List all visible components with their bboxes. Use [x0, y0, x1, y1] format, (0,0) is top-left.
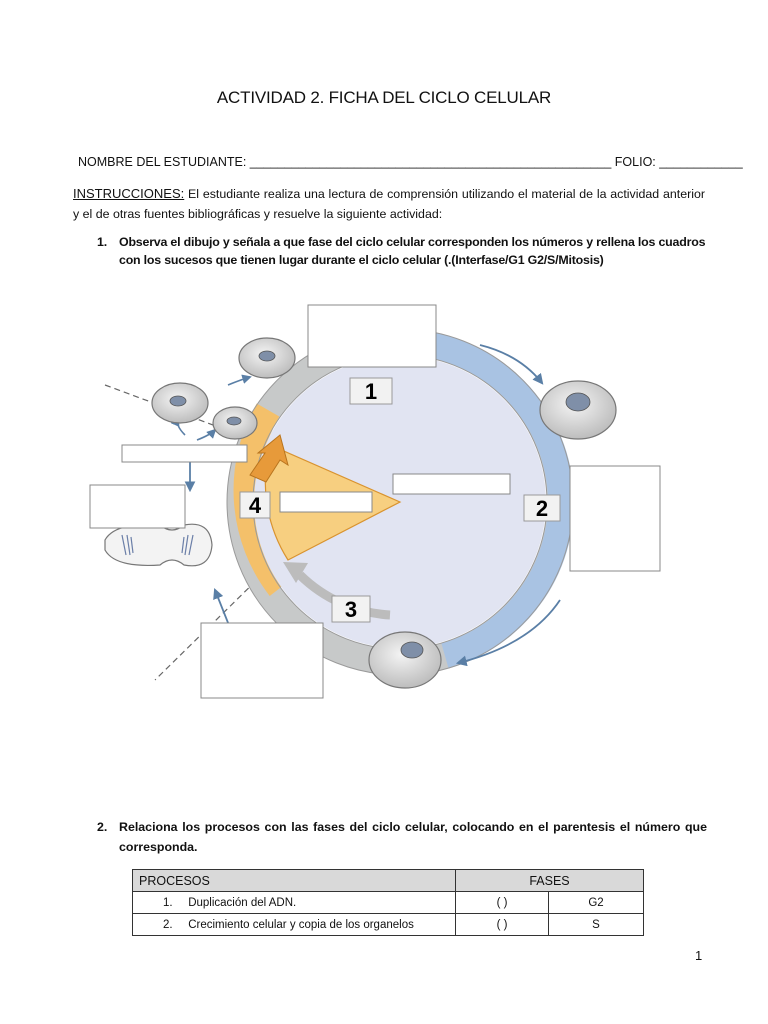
answer-paren[interactable]: ( ) — [456, 892, 549, 914]
page-number: 1 — [695, 948, 703, 963]
cell-small — [213, 407, 257, 439]
question-1-number: 1. — [97, 235, 107, 249]
answer-paren[interactable]: ( ) — [456, 914, 549, 936]
cell-dividing — [105, 524, 212, 566]
cell-top — [239, 338, 295, 378]
row-number: 2. — [163, 918, 173, 931]
student-name-field[interactable]: NOMBRE DEL ESTUDIANTE: ____________________________________________________ — [78, 155, 612, 169]
instructions — [73, 184, 705, 224]
process-cell — [133, 892, 456, 914]
instructions-lead: INSTRUCCIONES: — [73, 186, 185, 201]
answer-box-top[interactable] — [308, 305, 436, 367]
row-phase: S — [549, 914, 644, 936]
label-2: 2 — [535, 496, 549, 521]
answer-box-left-top[interactable] — [122, 445, 247, 462]
question-2 — [97, 817, 707, 857]
question-1 — [97, 233, 707, 269]
process-cell — [133, 914, 456, 936]
row-process: Crecimiento celular y copia de los organelos — [188, 918, 414, 931]
cell-left — [152, 383, 208, 423]
question-2-text: Relaciona los procesos con las fases del ciclo celular, colocando en el parentesis el número que corresponda. — [119, 820, 707, 854]
student-line — [78, 155, 743, 169]
question-1-text: Observa el dibujo y señala a que fase del ciclo celular corresponden los números y rellena los cuadros con los sucesos que tienen lugar durante el ciclo celular (.(Interfase/G1 G2/S/Mitosis) — [119, 235, 706, 267]
row-process: Duplicación del ADN. — [188, 896, 297, 909]
question-2-number: 2. — [97, 820, 108, 834]
table-row — [133, 892, 644, 914]
process-phase-table — [132, 869, 644, 936]
cell-bottom — [369, 632, 441, 688]
cell-cycle-diagram — [60, 285, 710, 705]
header-procesos: PROCESOS — [133, 870, 456, 892]
label-3: 3 — [344, 597, 358, 622]
page-title: ACTIVIDAD 2. FICHA DEL CICLO CELULAR — [216, 88, 552, 107]
cell-right — [540, 381, 616, 439]
table-row — [133, 914, 644, 936]
answer-box-left[interactable] — [90, 485, 185, 528]
table-header-row — [133, 870, 644, 892]
label-4: 4 — [248, 493, 262, 518]
instructions-text: El estudiante realiza una lectura de comprensión utilizando el material de la actividad anterior y el de otras fuentes bibliográficas y resuelve la siguiente actividad: — [73, 187, 705, 221]
label-1: 1 — [364, 379, 378, 404]
answer-box-wedge[interactable] — [280, 492, 372, 512]
row-phase: G2 — [549, 892, 644, 914]
folio-field[interactable]: FOLIO: ____________ — [614, 155, 743, 169]
row-number: 1. — [163, 896, 173, 909]
answer-box-right[interactable] — [570, 466, 660, 571]
answer-box-center[interactable] — [393, 474, 510, 494]
header-fases: FASES — [456, 870, 644, 892]
answer-box-bottom[interactable] — [201, 623, 323, 698]
